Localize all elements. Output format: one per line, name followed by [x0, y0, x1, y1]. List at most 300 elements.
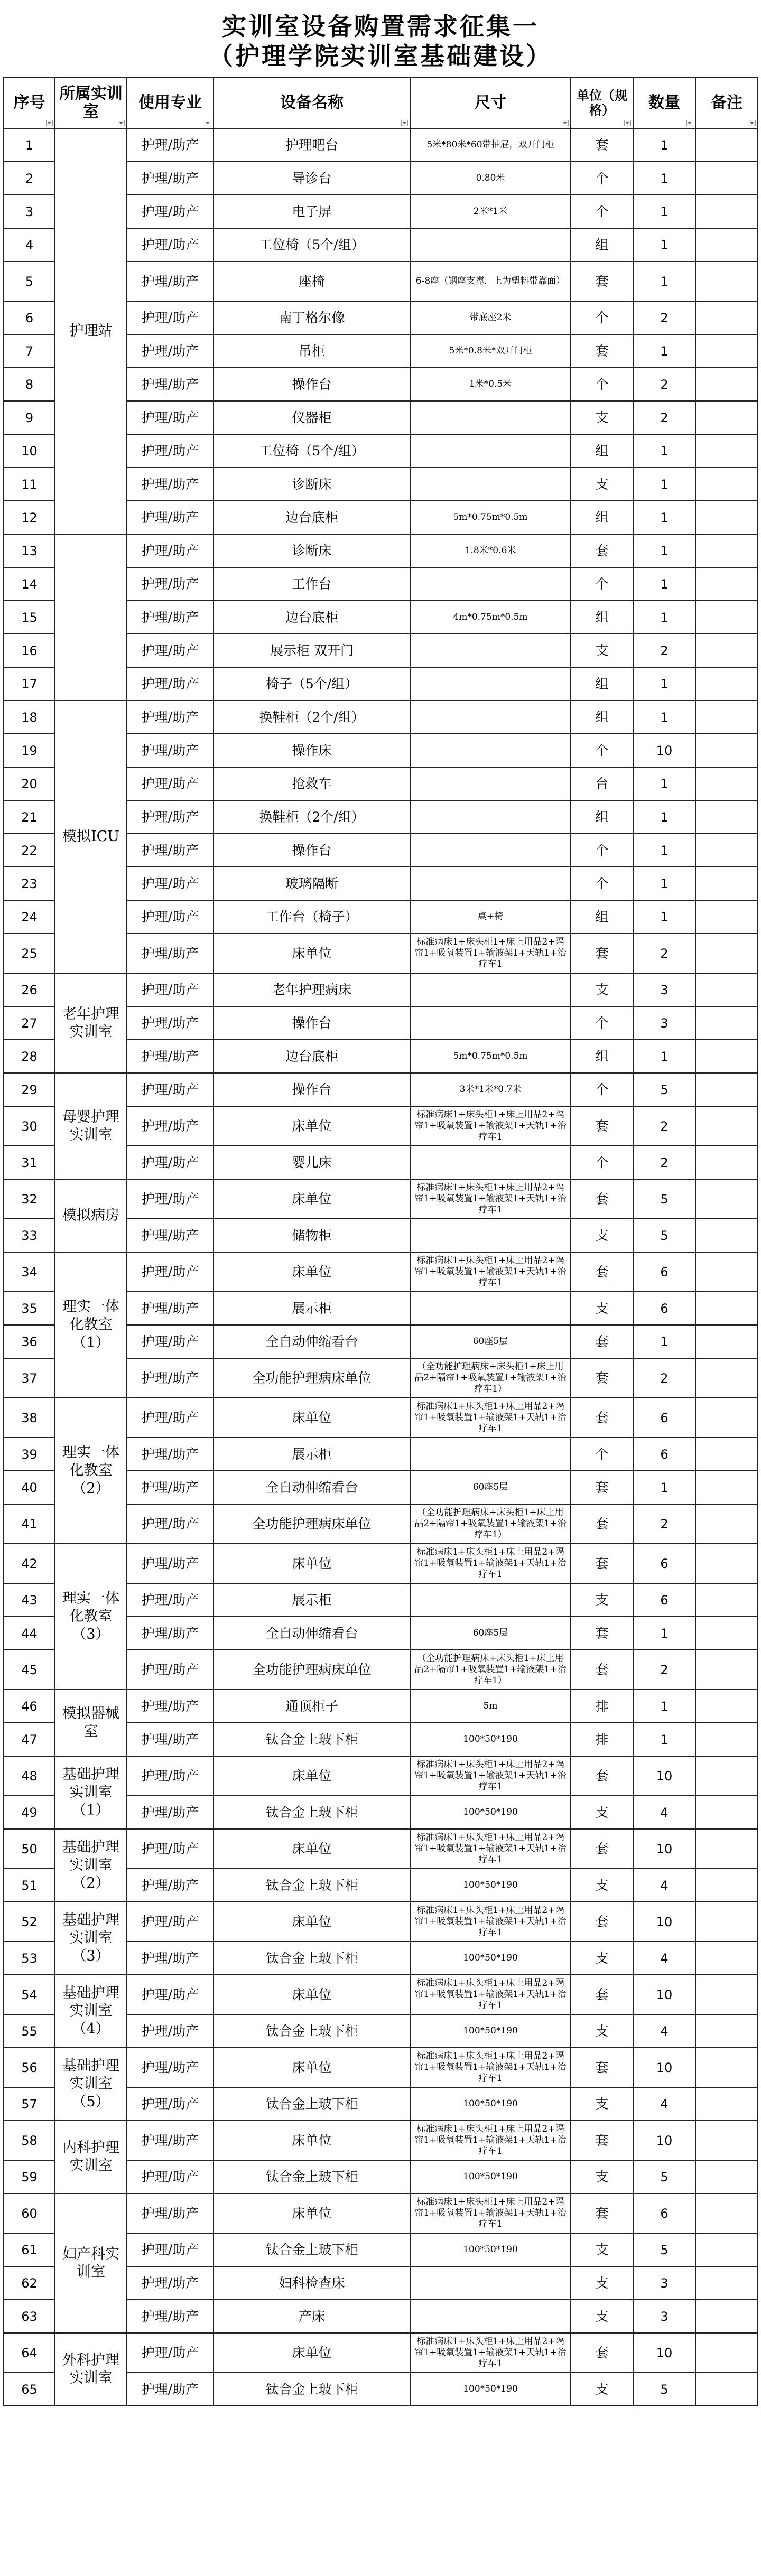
- cell-no[interactable]: 11: [4, 468, 55, 501]
- cell-unit[interactable]: 支: [571, 634, 633, 667]
- cell-unit[interactable]: 支: [571, 2160, 633, 2194]
- cell-no[interactable]: 49: [4, 1796, 55, 1829]
- cell-remark[interactable]: [695, 1902, 758, 1942]
- cell-size[interactable]: 标准病床1+床头柜1+床上用品2+隔帘1+吸氧装置1+输液架1+天轨1+治疗车1: [410, 1756, 571, 1796]
- cell-unit[interactable]: 组: [571, 228, 633, 262]
- cell-unit[interactable]: 套: [571, 2333, 633, 2373]
- cell-unit[interactable]: 个: [571, 368, 633, 401]
- cell-qty[interactable]: 3: [633, 2266, 695, 2300]
- cell-room[interactable]: 老年护理实训室: [55, 973, 127, 1073]
- cell-major[interactable]: 护理/助产: [127, 767, 214, 800]
- cell-size[interactable]: 1.8米*0.6米: [410, 534, 571, 567]
- cell-name[interactable]: 床单位: [214, 1829, 410, 1869]
- cell-no[interactable]: 46: [4, 1690, 55, 1723]
- cell-name[interactable]: 护理吧台: [214, 128, 410, 162]
- cell-no[interactable]: 42: [4, 1544, 55, 1583]
- cell-unit[interactable]: 个: [571, 1438, 633, 1471]
- cell-remark[interactable]: [695, 1040, 758, 1073]
- cell-major[interactable]: 护理/助产: [127, 468, 214, 501]
- cell-major[interactable]: 护理/助产: [127, 262, 214, 301]
- cell-size[interactable]: （全功能护理病床+床头柜1+床上用品2+隔帘1+吸氧装置1+输液架1+治疗车1）: [410, 1504, 571, 1544]
- cell-unit[interactable]: 套: [571, 1544, 633, 1583]
- cell-qty[interactable]: 1: [633, 434, 695, 468]
- cell-remark[interactable]: [695, 128, 758, 162]
- cell-qty[interactable]: 10: [633, 1975, 695, 2014]
- cell-remark[interactable]: [695, 2160, 758, 2194]
- cell-no[interactable]: 47: [4, 1723, 55, 1756]
- cell-remark[interactable]: [695, 334, 758, 368]
- cell-size[interactable]: 标准病床1+床头柜1+床上用品2+隔帘1+吸氧装置1+输液架1+天轨1+治疗车1: [410, 2333, 571, 2373]
- cell-remark[interactable]: [695, 1544, 758, 1583]
- cell-no[interactable]: 19: [4, 734, 55, 767]
- cell-size[interactable]: 5米*80米*60带抽屉，双开门柜: [410, 128, 571, 162]
- cell-unit[interactable]: 套: [571, 262, 633, 301]
- cell-remark[interactable]: [695, 534, 758, 567]
- cell-no[interactable]: 15: [4, 601, 55, 634]
- cell-no[interactable]: 13: [4, 534, 55, 567]
- cell-name[interactable]: 展示柜: [214, 1583, 410, 1617]
- cell-name[interactable]: 婴儿床: [214, 1146, 410, 1179]
- cell-size[interactable]: 标准病床1+床头柜1+床上用品2+隔帘1+吸氧装置1+输液架1+天轨1+治疗车1: [410, 1179, 571, 1219]
- cell-size[interactable]: 5米*0.8米*双开门柜: [410, 334, 571, 368]
- cell-size[interactable]: 4m*0.75m*0.5m: [410, 601, 571, 634]
- cell-remark[interactable]: [695, 1292, 758, 1325]
- cell-unit[interactable]: 支: [571, 2014, 633, 2048]
- cell-major[interactable]: 护理/助产: [127, 162, 214, 195]
- cell-no[interactable]: 35: [4, 1292, 55, 1325]
- cell-unit[interactable]: 套: [571, 1325, 633, 1358]
- cell-major[interactable]: 护理/助产: [127, 2333, 214, 2373]
- cell-name[interactable]: 吊柜: [214, 334, 410, 368]
- cell-qty[interactable]: 5: [633, 1219, 695, 1252]
- cell-no[interactable]: 3: [4, 195, 55, 228]
- cell-unit[interactable]: 套: [571, 1756, 633, 1796]
- cell-qty[interactable]: 1: [633, 195, 695, 228]
- cell-major[interactable]: 护理/助产: [127, 1650, 214, 1690]
- cell-remark[interactable]: [695, 1975, 758, 2014]
- cell-major[interactable]: 护理/助产: [127, 1617, 214, 1650]
- cell-name[interactable]: 操作台: [214, 368, 410, 401]
- cell-name[interactable]: 操作台: [214, 1006, 410, 1040]
- cell-no[interactable]: 39: [4, 1438, 55, 1471]
- cell-major[interactable]: 护理/助产: [127, 1504, 214, 1544]
- cell-major[interactable]: 护理/助产: [127, 1690, 214, 1723]
- cell-unit[interactable]: 组: [571, 900, 633, 934]
- cell-qty[interactable]: 6: [633, 1583, 695, 1617]
- cell-name[interactable]: 钛合金上玻下柜: [214, 2160, 410, 2194]
- cell-no[interactable]: 58: [4, 2121, 55, 2160]
- cell-no[interactable]: 40: [4, 1471, 55, 1504]
- cell-major[interactable]: 护理/助产: [127, 601, 214, 634]
- cell-qty[interactable]: 4: [633, 1869, 695, 1902]
- cell-qty[interactable]: 1: [633, 701, 695, 734]
- cell-unit[interactable]: 支: [571, 1796, 633, 1829]
- cell-major[interactable]: 护理/助产: [127, 534, 214, 567]
- cell-size[interactable]: [410, 1438, 571, 1471]
- cell-name[interactable]: 全自动伸缩看台: [214, 1325, 410, 1358]
- cell-major[interactable]: 护理/助产: [127, 1942, 214, 1975]
- cell-room[interactable]: 基础护理实训室（3）: [55, 1902, 127, 1975]
- cell-qty[interactable]: 2: [633, 1358, 695, 1398]
- cell-size[interactable]: [410, 468, 571, 501]
- cell-no[interactable]: 51: [4, 1869, 55, 1902]
- cell-unit[interactable]: 个: [571, 734, 633, 767]
- cell-qty[interactable]: 4: [633, 2014, 695, 2048]
- cell-size[interactable]: 标准病床1+床头柜1+床上用品2+隔帘1+吸氧装置1+输液架1+天轨1+治疗车1: [410, 1252, 571, 1292]
- cell-unit[interactable]: 套: [571, 1650, 633, 1690]
- cell-no[interactable]: 45: [4, 1650, 55, 1690]
- cell-room[interactable]: 理实一体化教室（2）: [55, 1398, 127, 1544]
- cell-major[interactable]: 护理/助产: [127, 1796, 214, 1829]
- cell-unit[interactable]: 支: [571, 1292, 633, 1325]
- header-room[interactable]: 所属实训室: [55, 78, 127, 128]
- cell-no[interactable]: 41: [4, 1504, 55, 1544]
- cell-qty[interactable]: 6: [633, 2194, 695, 2233]
- cell-remark[interactable]: [695, 2087, 758, 2121]
- cell-size[interactable]: 1米*0.5米: [410, 368, 571, 401]
- cell-qty[interactable]: 3: [633, 2300, 695, 2333]
- cell-name[interactable]: 老年护理病床: [214, 973, 410, 1006]
- cell-unit[interactable]: 个: [571, 162, 633, 195]
- cell-remark[interactable]: [695, 1723, 758, 1756]
- cell-no[interactable]: 48: [4, 1756, 55, 1796]
- cell-major[interactable]: 护理/助产: [127, 1975, 214, 2014]
- cell-unit[interactable]: 组: [571, 434, 633, 468]
- cell-name[interactable]: 全功能护理病床单位: [214, 1504, 410, 1544]
- cell-size[interactable]: 2米*1米: [410, 195, 571, 228]
- cell-remark[interactable]: [695, 501, 758, 534]
- cell-no[interactable]: 20: [4, 767, 55, 800]
- cell-remark[interactable]: [695, 2300, 758, 2333]
- cell-size[interactable]: 60座5层: [410, 1471, 571, 1504]
- cell-unit[interactable]: 台: [571, 767, 633, 800]
- cell-qty[interactable]: 1: [633, 601, 695, 634]
- cell-name[interactable]: 边台底柜: [214, 1040, 410, 1073]
- cell-remark[interactable]: [695, 601, 758, 634]
- cell-qty[interactable]: 1: [633, 128, 695, 162]
- cell-name[interactable]: 床单位: [214, 2194, 410, 2233]
- cell-size[interactable]: 标准病床1+床头柜1+床上用品2+隔帘1+吸氧装置1+输液架1+天轨1+治疗车1: [410, 934, 571, 973]
- cell-no[interactable]: 60: [4, 2194, 55, 2233]
- cell-name[interactable]: 床单位: [214, 1179, 410, 1219]
- cell-unit[interactable]: 支: [571, 2373, 633, 2406]
- cell-unit[interactable]: 组: [571, 800, 633, 834]
- cell-remark[interactable]: [695, 228, 758, 262]
- cell-remark[interactable]: [695, 701, 758, 734]
- cell-unit[interactable]: 套: [571, 1106, 633, 1146]
- header-unit[interactable]: 单位（规格）: [571, 78, 633, 128]
- cell-unit[interactable]: 套: [571, 1975, 633, 2014]
- cell-size[interactable]: [410, 2300, 571, 2333]
- cell-no[interactable]: 17: [4, 667, 55, 701]
- cell-unit[interactable]: 套: [571, 1617, 633, 1650]
- cell-qty[interactable]: 1: [633, 1723, 695, 1756]
- cell-name[interactable]: 钛合金上玻下柜: [214, 1869, 410, 1902]
- cell-name[interactable]: 工作台（椅子）: [214, 900, 410, 934]
- cell-size[interactable]: [410, 1006, 571, 1040]
- cell-unit[interactable]: 支: [571, 2300, 633, 2333]
- cell-qty[interactable]: 2: [633, 1106, 695, 1146]
- cell-qty[interactable]: 6: [633, 1398, 695, 1438]
- cell-name[interactable]: 工作台: [214, 567, 410, 601]
- header-size[interactable]: 尺寸: [410, 78, 571, 128]
- cell-remark[interactable]: [695, 2373, 758, 2406]
- cell-room[interactable]: 妇产科实训室: [55, 2194, 127, 2333]
- cell-name[interactable]: 座椅: [214, 262, 410, 301]
- cell-unit[interactable]: 个: [571, 1006, 633, 1040]
- cell-qty[interactable]: 4: [633, 1942, 695, 1975]
- cell-no[interactable]: 62: [4, 2266, 55, 2300]
- cell-remark[interactable]: [695, 667, 758, 701]
- cell-qty[interactable]: 10: [633, 734, 695, 767]
- cell-major[interactable]: 护理/助产: [127, 1106, 214, 1146]
- cell-qty[interactable]: 5: [633, 2160, 695, 2194]
- cell-major[interactable]: 护理/助产: [127, 301, 214, 334]
- cell-no[interactable]: 21: [4, 800, 55, 834]
- cell-no[interactable]: 31: [4, 1146, 55, 1179]
- cell-no[interactable]: 5: [4, 262, 55, 301]
- cell-remark[interactable]: [695, 1617, 758, 1650]
- cell-name[interactable]: 诊断床: [214, 468, 410, 501]
- cell-major[interactable]: 护理/助产: [127, 634, 214, 667]
- cell-remark[interactable]: [695, 2333, 758, 2373]
- cell-remark[interactable]: [695, 973, 758, 1006]
- cell-size[interactable]: [410, 1219, 571, 1252]
- cell-room[interactable]: 基础护理实训室（4）: [55, 1975, 127, 2048]
- cell-room[interactable]: 护理站: [55, 128, 127, 534]
- cell-name[interactable]: 钛合金上玻下柜: [214, 2087, 410, 2121]
- cell-remark[interactable]: [695, 401, 758, 434]
- cell-unit[interactable]: 套: [571, 334, 633, 368]
- cell-unit[interactable]: 个: [571, 1146, 633, 1179]
- filter-dropdown-icon[interactable]: [401, 120, 408, 126]
- cell-unit[interactable]: 支: [571, 1219, 633, 1252]
- cell-major[interactable]: 护理/助产: [127, 195, 214, 228]
- cell-major[interactable]: 护理/助产: [127, 2233, 214, 2266]
- cell-no[interactable]: 43: [4, 1583, 55, 1617]
- cell-size[interactable]: [410, 567, 571, 601]
- cell-unit[interactable]: 个: [571, 567, 633, 601]
- cell-room[interactable]: 理实一体化教室（1）: [55, 1252, 127, 1398]
- cell-major[interactable]: 护理/助产: [127, 434, 214, 468]
- cell-unit[interactable]: 套: [571, 1179, 633, 1219]
- filter-dropdown-icon[interactable]: [562, 120, 569, 126]
- cell-unit[interactable]: 套: [571, 934, 633, 973]
- cell-size[interactable]: 3米*1米*0.7米: [410, 1073, 571, 1106]
- cell-remark[interactable]: [695, 301, 758, 334]
- cell-major[interactable]: 护理/助产: [127, 1756, 214, 1796]
- cell-size[interactable]: 100*50*190: [410, 2087, 571, 2121]
- cell-no[interactable]: 6: [4, 301, 55, 334]
- cell-major[interactable]: 护理/助产: [127, 667, 214, 701]
- cell-qty[interactable]: 3: [633, 973, 695, 1006]
- cell-size[interactable]: 0.80米: [410, 162, 571, 195]
- cell-size[interactable]: 100*50*190: [410, 1869, 571, 1902]
- cell-major[interactable]: 护理/助产: [127, 1073, 214, 1106]
- cell-qty[interactable]: 1: [633, 501, 695, 534]
- cell-name[interactable]: 全自动伸缩看台: [214, 1617, 410, 1650]
- cell-name[interactable]: 床单位: [214, 1106, 410, 1146]
- cell-unit[interactable]: 支: [571, 1942, 633, 1975]
- header-no[interactable]: 序号: [4, 78, 55, 128]
- cell-no[interactable]: 24: [4, 900, 55, 934]
- cell-no[interactable]: 2: [4, 162, 55, 195]
- cell-qty[interactable]: 10: [633, 2048, 695, 2087]
- cell-room[interactable]: 模拟ICU: [55, 701, 127, 973]
- cell-major[interactable]: 护理/助产: [127, 2160, 214, 2194]
- cell-no[interactable]: 56: [4, 2048, 55, 2087]
- cell-room[interactable]: 理实一体化教室（3）: [55, 1544, 127, 1690]
- cell-qty[interactable]: 5: [633, 2373, 695, 2406]
- cell-no[interactable]: 57: [4, 2087, 55, 2121]
- cell-major[interactable]: 护理/助产: [127, 1006, 214, 1040]
- cell-major[interactable]: 护理/助产: [127, 334, 214, 368]
- cell-remark[interactable]: [695, 2233, 758, 2266]
- cell-unit[interactable]: 组: [571, 1040, 633, 1073]
- cell-no[interactable]: 33: [4, 1219, 55, 1252]
- filter-dropdown-icon[interactable]: [118, 120, 125, 126]
- cell-qty[interactable]: 5: [633, 1179, 695, 1219]
- cell-no[interactable]: 50: [4, 1829, 55, 1869]
- cell-name[interactable]: 钛合金上玻下柜: [214, 2373, 410, 2406]
- cell-remark[interactable]: [695, 800, 758, 834]
- cell-no[interactable]: 4: [4, 228, 55, 262]
- cell-major[interactable]: 护理/助产: [127, 368, 214, 401]
- cell-remark[interactable]: [695, 195, 758, 228]
- cell-name[interactable]: 抢救车: [214, 767, 410, 800]
- cell-size[interactable]: 桌+椅: [410, 900, 571, 934]
- cell-unit[interactable]: 套: [571, 1829, 633, 1869]
- cell-remark[interactable]: [695, 1438, 758, 1471]
- cell-size[interactable]: [410, 401, 571, 434]
- cell-unit[interactable]: 支: [571, 1869, 633, 1902]
- cell-qty[interactable]: 6: [633, 1252, 695, 1292]
- cell-name[interactable]: 产床: [214, 2300, 410, 2333]
- cell-unit[interactable]: 套: [571, 2194, 633, 2233]
- cell-remark[interactable]: [695, 900, 758, 934]
- cell-major[interactable]: 护理/助产: [127, 567, 214, 601]
- cell-remark[interactable]: [695, 1796, 758, 1829]
- cell-major[interactable]: 护理/助产: [127, 1471, 214, 1504]
- cell-qty[interactable]: 6: [633, 1292, 695, 1325]
- cell-major[interactable]: 护理/助产: [127, 834, 214, 867]
- cell-qty[interactable]: 1: [633, 567, 695, 601]
- cell-unit[interactable]: 套: [571, 1504, 633, 1544]
- cell-size[interactable]: 标准病床1+床头柜1+床上用品2+隔帘1+吸氧装置1+输液架1+天轨1+治疗车1: [410, 1544, 571, 1583]
- cell-no[interactable]: 25: [4, 934, 55, 973]
- cell-no[interactable]: 34: [4, 1252, 55, 1292]
- filter-dropdown-icon[interactable]: [205, 120, 211, 126]
- cell-size[interactable]: 标准病床1+床头柜1+床上用品2+隔帘1+吸氧装置1+输液架1+天轨1+治疗车1: [410, 1398, 571, 1438]
- cell-major[interactable]: 护理/助产: [127, 2121, 214, 2160]
- cell-qty[interactable]: 10: [633, 1756, 695, 1796]
- cell-name[interactable]: 椅子（5个/组）: [214, 667, 410, 701]
- cell-unit[interactable]: 支: [571, 1583, 633, 1617]
- cell-qty[interactable]: 10: [633, 2121, 695, 2160]
- cell-qty[interactable]: 1: [633, 1471, 695, 1504]
- cell-qty[interactable]: 10: [633, 1829, 695, 1869]
- cell-size[interactable]: 标准病床1+床头柜1+床上用品2+隔帘1+吸氧装置1+输液架1+天轨1+治疗车1: [410, 1902, 571, 1942]
- cell-remark[interactable]: [695, 1073, 758, 1106]
- cell-size[interactable]: [410, 867, 571, 900]
- cell-major[interactable]: 护理/助产: [127, 1040, 214, 1073]
- cell-size[interactable]: 100*50*190: [410, 1796, 571, 1829]
- cell-size[interactable]: 100*50*190: [410, 2233, 571, 2266]
- cell-major[interactable]: 护理/助产: [127, 501, 214, 534]
- cell-no[interactable]: 32: [4, 1179, 55, 1219]
- cell-name[interactable]: 仪器柜: [214, 401, 410, 434]
- cell-name[interactable]: 床单位: [214, 1252, 410, 1292]
- cell-size[interactable]: [410, 634, 571, 667]
- cell-name[interactable]: 操作台: [214, 1073, 410, 1106]
- cell-name[interactable]: 储物柜: [214, 1219, 410, 1252]
- cell-size[interactable]: [410, 2266, 571, 2300]
- cell-no[interactable]: 27: [4, 1006, 55, 1040]
- cell-remark[interactable]: [695, 2194, 758, 2233]
- cell-major[interactable]: 护理/助产: [127, 973, 214, 1006]
- cell-room[interactable]: 模拟病房: [55, 1179, 127, 1252]
- cell-remark[interactable]: [695, 162, 758, 195]
- cell-no[interactable]: 59: [4, 2160, 55, 2194]
- cell-size[interactable]: [410, 228, 571, 262]
- cell-major[interactable]: 护理/助产: [127, 228, 214, 262]
- cell-remark[interactable]: [695, 867, 758, 900]
- cell-name[interactable]: 电子屏: [214, 195, 410, 228]
- cell-unit[interactable]: 套: [571, 1252, 633, 1292]
- cell-size[interactable]: [410, 667, 571, 701]
- cell-name[interactable]: 展示柜 双开门: [214, 634, 410, 667]
- cell-qty[interactable]: 6: [633, 1544, 695, 1583]
- cell-no[interactable]: 29: [4, 1073, 55, 1106]
- filter-dropdown-icon[interactable]: [46, 120, 53, 126]
- cell-unit[interactable]: 排: [571, 1690, 633, 1723]
- cell-qty[interactable]: 1: [633, 228, 695, 262]
- cell-name[interactable]: 换鞋柜（2个/组）: [214, 800, 410, 834]
- cell-major[interactable]: 护理/助产: [127, 934, 214, 973]
- cell-no[interactable]: 30: [4, 1106, 55, 1146]
- cell-name[interactable]: 全自动伸缩看台: [214, 1471, 410, 1504]
- cell-name[interactable]: 床单位: [214, 1756, 410, 1796]
- cell-unit[interactable]: 支: [571, 468, 633, 501]
- cell-name[interactable]: 工位椅（5个/组）: [214, 228, 410, 262]
- filter-dropdown-icon[interactable]: [624, 120, 631, 126]
- cell-no[interactable]: 44: [4, 1617, 55, 1650]
- cell-qty[interactable]: 2: [633, 1504, 695, 1544]
- cell-remark[interactable]: [695, 2121, 758, 2160]
- cell-remark[interactable]: [695, 834, 758, 867]
- cell-unit[interactable]: 组: [571, 701, 633, 734]
- cell-qty[interactable]: 1: [633, 534, 695, 567]
- cell-name[interactable]: 钛合金上玻下柜: [214, 1723, 410, 1756]
- cell-name[interactable]: 全功能护理病床单位: [214, 1358, 410, 1398]
- cell-room[interactable]: 基础护理实训室（5）: [55, 2048, 127, 2121]
- cell-remark[interactable]: [695, 1756, 758, 1796]
- cell-major[interactable]: 护理/助产: [127, 1544, 214, 1583]
- cell-no[interactable]: 7: [4, 334, 55, 368]
- cell-major[interactable]: 护理/助产: [127, 2266, 214, 2300]
- cell-size[interactable]: 5m*0.75m*0.5m: [410, 501, 571, 534]
- cell-size[interactable]: 标准病床1+床头柜1+床上用品2+隔帘1+吸氧装置1+输液架1+天轨1+治疗车1: [410, 2048, 571, 2087]
- cell-remark[interactable]: [695, 434, 758, 468]
- cell-unit[interactable]: 个: [571, 301, 633, 334]
- cell-major[interactable]: 护理/助产: [127, 2300, 214, 2333]
- cell-name[interactable]: 玻璃隔断: [214, 867, 410, 900]
- cell-size[interactable]: [410, 1146, 571, 1179]
- cell-size[interactable]: （全功能护理病床+床头柜1+床上用品2+隔帘1+吸氧装置1+输液架1+治疗车1）: [410, 1358, 571, 1398]
- cell-name[interactable]: 床单位: [214, 2048, 410, 2087]
- cell-no[interactable]: 1: [4, 128, 55, 162]
- cell-name[interactable]: 操作床: [214, 734, 410, 767]
